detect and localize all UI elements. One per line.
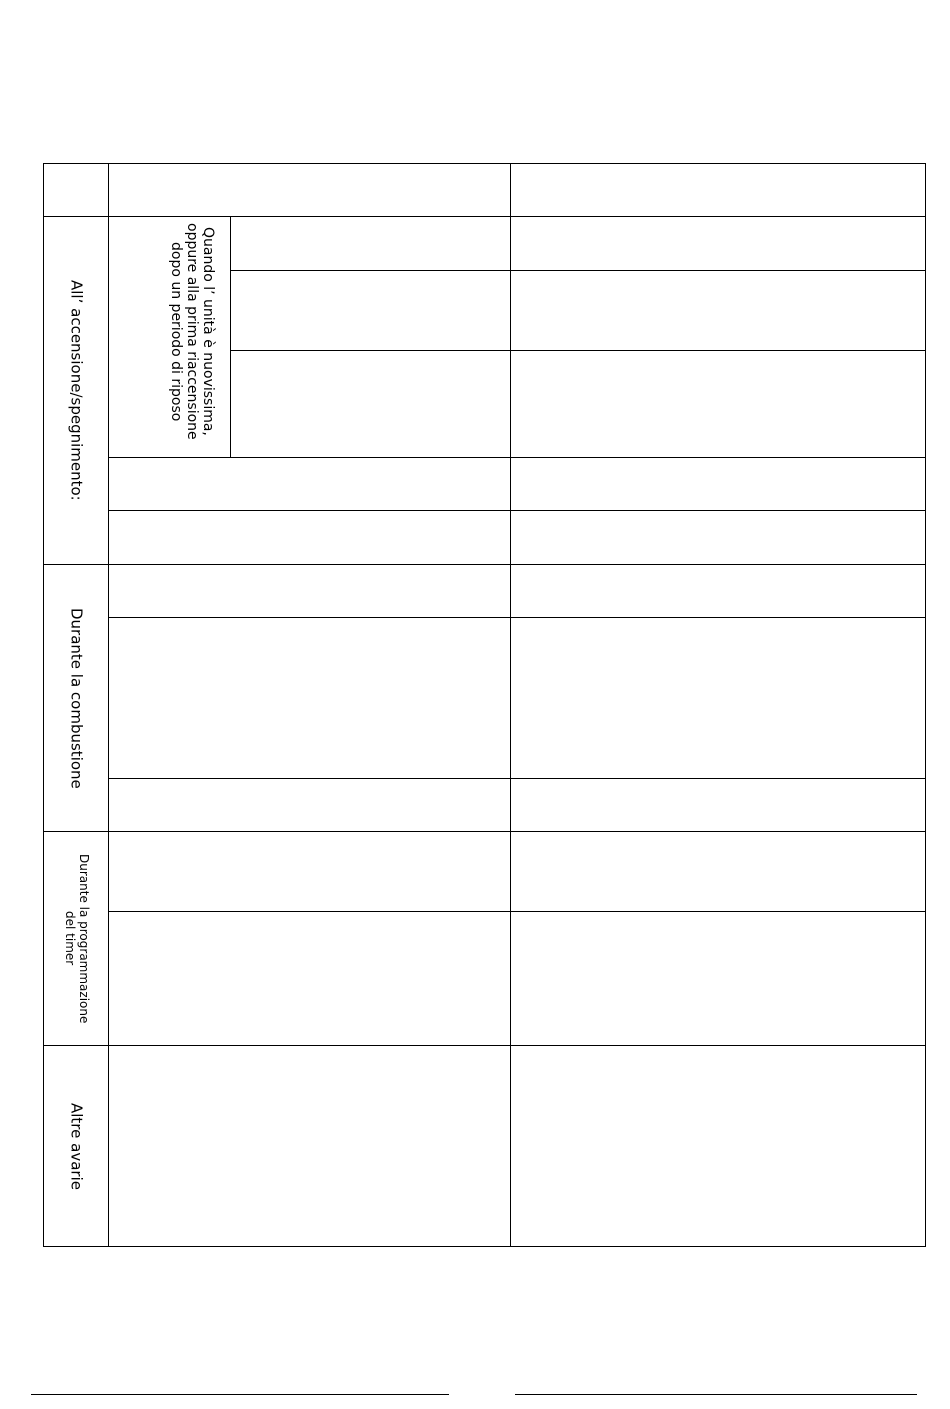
section-divider [43, 1045, 926, 1046]
column-divider-sublabel [230, 216, 231, 458]
section-label-text: All’ accensione/spegnimento: [67, 280, 86, 501]
section-label-power-on-off [44, 217, 108, 564]
section-sublabel-new-unit [109, 217, 230, 457]
section-divider [43, 564, 926, 565]
row-divider [230, 350, 926, 351]
row-divider [108, 778, 926, 779]
row-divider [108, 911, 926, 912]
section-label-text: Durante la programmazione del timer [63, 853, 91, 1024]
row-divider [108, 617, 926, 618]
column-divider-middle [510, 163, 511, 1247]
section-label-text: Altre avarie [67, 1102, 86, 1190]
section-label-other-faults [44, 1046, 108, 1246]
section-label-combustion [44, 565, 108, 831]
section-divider [43, 831, 926, 832]
row-divider [230, 270, 926, 271]
section-label-timer [44, 832, 108, 1045]
section-sublabel-text: Quando l’ unità è nuovissima, oppure alla prima riaccensione dopo un periodo di riposo [167, 223, 216, 440]
footer-line-left [31, 1394, 449, 1395]
footer-line-right [515, 1394, 917, 1395]
section-label-text: Durante la combustione [67, 607, 86, 789]
row-divider [108, 510, 926, 511]
row-divider [108, 457, 926, 458]
